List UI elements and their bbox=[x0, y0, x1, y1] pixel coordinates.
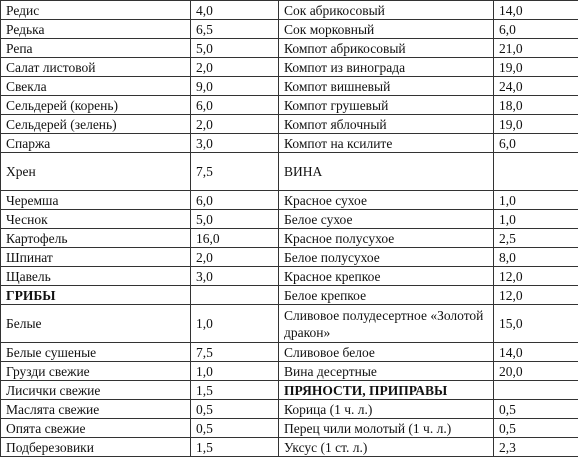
right-item-name: Перец чили молотый (1 ч. л.) bbox=[279, 419, 494, 438]
right-item-value: 24,0 bbox=[494, 77, 578, 96]
table-row bbox=[1, 191, 578, 210]
right-item-name: Вина десертные bbox=[279, 362, 494, 381]
right-item-value: 6,0 bbox=[494, 134, 578, 153]
right-item-value: 2,5 bbox=[494, 229, 578, 248]
left-item-name: Сельдерей (корень) bbox=[1, 96, 191, 115]
left-item-value: 1,5 bbox=[191, 438, 279, 457]
left-item-value: 2,0 bbox=[191, 115, 279, 134]
right-item-name: Сливовое полудесертное «Золотой дракон» bbox=[279, 305, 494, 343]
left-item-value: 3,0 bbox=[191, 134, 279, 153]
right-item-name: ПРЯНОСТИ, ПРИПРАВЫ bbox=[279, 381, 494, 400]
left-item-value: 6,5 bbox=[191, 20, 279, 39]
table-row bbox=[1, 1, 578, 20]
right-item-name: Компот вишневый bbox=[279, 77, 494, 96]
table-row bbox=[1, 39, 578, 58]
table-row bbox=[1, 248, 578, 267]
table-row bbox=[1, 134, 578, 153]
table-row bbox=[1, 438, 578, 457]
left-item-name: Редька bbox=[1, 20, 191, 39]
left-item-name: Шпинат bbox=[1, 248, 191, 267]
right-item-value: 0,5 bbox=[494, 400, 578, 419]
left-item-name: Белые bbox=[1, 305, 191, 343]
table-row bbox=[1, 115, 578, 134]
right-item-name: Компот на ксилите bbox=[279, 134, 494, 153]
left-item-value: 2,0 bbox=[191, 58, 279, 77]
right-item-value: 21,0 bbox=[494, 39, 578, 58]
right-item-name: Красное сухое bbox=[279, 191, 494, 210]
left-item-value: 5,0 bbox=[191, 210, 279, 229]
right-item-value: 14,0 bbox=[494, 343, 578, 362]
left-item-name: Белые сушеные bbox=[1, 343, 191, 362]
right-item-value: 12,0 bbox=[494, 267, 578, 286]
table-row bbox=[1, 20, 578, 39]
right-item-value: 2,3 bbox=[494, 438, 578, 457]
table-row bbox=[1, 286, 578, 305]
right-item-name: Белое крепкое bbox=[279, 286, 494, 305]
left-item-name: Опята свежие bbox=[1, 419, 191, 438]
left-item-name: Чеснок bbox=[1, 210, 191, 229]
right-item-name: Компот абрикосовый bbox=[279, 39, 494, 58]
right-item-value: 15,0 bbox=[494, 305, 578, 343]
table-row bbox=[1, 58, 578, 77]
right-item-name: Красное крепкое bbox=[279, 267, 494, 286]
table-row bbox=[1, 419, 578, 438]
right-item-name: Сок морковный bbox=[279, 20, 494, 39]
left-item-name: Маслята свежие bbox=[1, 400, 191, 419]
table-row bbox=[1, 381, 578, 400]
right-item-name: Красное полусухое bbox=[279, 229, 494, 248]
left-item-name: Щавель bbox=[1, 267, 191, 286]
left-item-value: 16,0 bbox=[191, 229, 279, 248]
right-item-name: Компот яблочный bbox=[279, 115, 494, 134]
right-item-name: Компот из винограда bbox=[279, 58, 494, 77]
left-item-name: Грузди свежие bbox=[1, 362, 191, 381]
left-item-value: 7,5 bbox=[191, 153, 279, 191]
left-item-name: Репа bbox=[1, 39, 191, 58]
right-item-value: 6,0 bbox=[494, 20, 578, 39]
right-item-value: 1,0 bbox=[494, 210, 578, 229]
table-row bbox=[1, 343, 578, 362]
left-item-value: 5,0 bbox=[191, 39, 279, 58]
left-item-value: 0,5 bbox=[191, 419, 279, 438]
right-item-value: 20,0 bbox=[494, 362, 578, 381]
left-item-value: 1,0 bbox=[191, 305, 279, 343]
table-row bbox=[1, 305, 578, 343]
right-item-name: ВИНА bbox=[279, 153, 494, 191]
left-item-value: 9,0 bbox=[191, 77, 279, 96]
right-item-name: Компот грушевый bbox=[279, 96, 494, 115]
right-item-name: Корица (1 ч. л.) bbox=[279, 400, 494, 419]
right-item-value: 14,0 bbox=[494, 1, 578, 20]
left-item-value: 3,0 bbox=[191, 267, 279, 286]
table-row bbox=[1, 267, 578, 286]
table-row bbox=[1, 77, 578, 96]
left-item-name: Хрен bbox=[1, 153, 191, 191]
right-item-name: Белое сухое bbox=[279, 210, 494, 229]
right-item-name: Сок абрикосовый bbox=[279, 1, 494, 20]
left-item-value: 1,5 bbox=[191, 381, 279, 400]
left-item-name: Лисички свежие bbox=[1, 381, 191, 400]
right-item-name: Белое полусухое bbox=[279, 248, 494, 267]
left-item-value: 0,5 bbox=[191, 400, 279, 419]
table-row bbox=[1, 229, 578, 248]
right-item-value: 12,0 bbox=[494, 286, 578, 305]
right-item-value bbox=[494, 381, 578, 400]
left-item-value: 6,0 bbox=[191, 96, 279, 115]
left-item-name: Редис bbox=[1, 1, 191, 20]
left-item-value: 1,0 bbox=[191, 362, 279, 381]
left-item-name: Салат листовой bbox=[1, 58, 191, 77]
left-item-name: Свекла bbox=[1, 77, 191, 96]
right-item-name: Сливовое белое bbox=[279, 343, 494, 362]
left-item-value bbox=[191, 286, 279, 305]
right-item-value: 19,0 bbox=[494, 58, 578, 77]
left-item-name: Сельдерей (зелень) bbox=[1, 115, 191, 134]
table-row bbox=[1, 96, 578, 115]
left-item-value: 2,0 bbox=[191, 248, 279, 267]
table-body bbox=[1, 1, 578, 457]
table-row bbox=[1, 153, 578, 191]
left-item-name: ГРИБЫ bbox=[1, 286, 191, 305]
left-item-name: Черемша bbox=[1, 191, 191, 210]
table-row bbox=[1, 400, 578, 419]
table-row bbox=[1, 210, 578, 229]
right-item-value: 19,0 bbox=[494, 115, 578, 134]
left-item-name: Спаржа bbox=[1, 134, 191, 153]
right-item-value: 18,0 bbox=[494, 96, 578, 115]
table-row bbox=[1, 362, 578, 381]
right-item-value: 0,5 bbox=[494, 419, 578, 438]
left-item-name: Подберезовики bbox=[1, 438, 191, 457]
right-item-value: 1,0 bbox=[494, 191, 578, 210]
left-item-value: 7,5 bbox=[191, 343, 279, 362]
right-item-value bbox=[494, 153, 578, 191]
right-item-value: 8,0 bbox=[494, 248, 578, 267]
right-item-name: Уксус (1 ст. л.) bbox=[279, 438, 494, 457]
left-item-value: 4,0 bbox=[191, 1, 279, 20]
left-item-name: Картофель bbox=[1, 229, 191, 248]
left-item-value: 6,0 bbox=[191, 191, 279, 210]
